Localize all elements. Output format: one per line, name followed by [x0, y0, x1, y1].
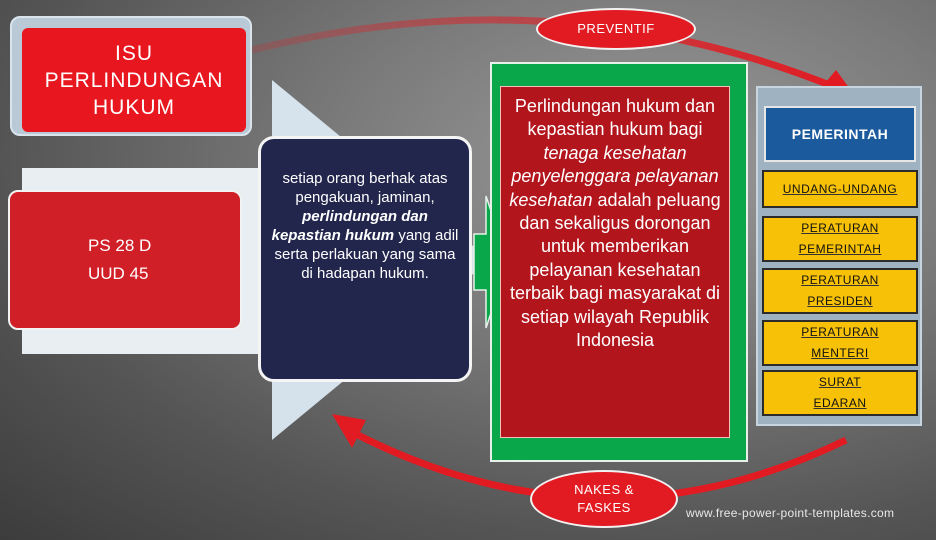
watermark: www.free-power-point-templates.com	[686, 506, 895, 520]
goal-box	[500, 86, 730, 438]
regulation-line-1: UNDANG-UNDANG	[782, 181, 898, 196]
issue-box	[22, 28, 246, 132]
regulation-item-peraturan-menteri	[762, 320, 918, 366]
regulation-line-1: PERATURAN	[801, 221, 879, 235]
goal-text-2: adalah peluang dan sekaligus dorongan untuk memberikan pelayanan kesehatan terbaik bagi masyarakat di setiap wilayah Republik Indonesia	[509, 189, 721, 351]
regulation-line-2: PEMERINTAH	[798, 242, 882, 256]
legal-basis-line-1: PS 28 D	[88, 236, 152, 255]
legal-basis-line-2: UUD 45	[88, 264, 149, 283]
health-workers-line-2: FASKES	[577, 500, 631, 515]
regulation-item-peraturan-pemerintah	[762, 216, 918, 262]
goal-emphasis: tenaga kesehatan penyelenggara pelayanan kesehatan	[509, 142, 719, 210]
regulation-item-peraturan-presiden	[762, 268, 918, 314]
rights-statement-emphasis: perlindungan dan kepastian hukum	[271, 208, 428, 244]
health-workers-line-1: NAKES &	[574, 482, 634, 497]
regulation-item-undang-undang	[762, 170, 918, 208]
regulation-line-2: MENTERI	[811, 346, 869, 360]
regulation-line-2: PRESIDEN	[807, 294, 873, 308]
issue-line-2: PERLINDUNGAN	[44, 68, 224, 92]
goal-text: Perlindungan hukum dan kepastian hukum bagi	[514, 96, 716, 140]
preventive-label: PREVENTIF	[577, 21, 655, 36]
regulation-line-1: SURAT	[818, 375, 862, 389]
government-title: PEMERINTAH	[764, 106, 916, 162]
issue-line-1: ISU	[114, 41, 153, 65]
legal-basis-box	[8, 190, 242, 330]
regulation-line-1: PERATURAN	[801, 273, 879, 287]
rights-statement-text: setiap orang berhak atas pengakuan, jaminan,	[282, 170, 448, 206]
rights-statement-text-2: yang adil serta perlakuan yang sama di hadapan hukum.	[274, 227, 459, 282]
bottom-arc-arrowhead	[332, 414, 366, 448]
regulation-item-surat-edaran	[762, 370, 918, 416]
preventive-pill	[536, 8, 696, 50]
health-workers-pill	[530, 470, 678, 528]
regulation-line-1: PERATURAN	[801, 325, 879, 339]
regulation-line-2: EDARAN	[813, 396, 867, 410]
rights-statement-box	[258, 136, 472, 382]
issue-line-3: HUKUM	[93, 95, 175, 119]
